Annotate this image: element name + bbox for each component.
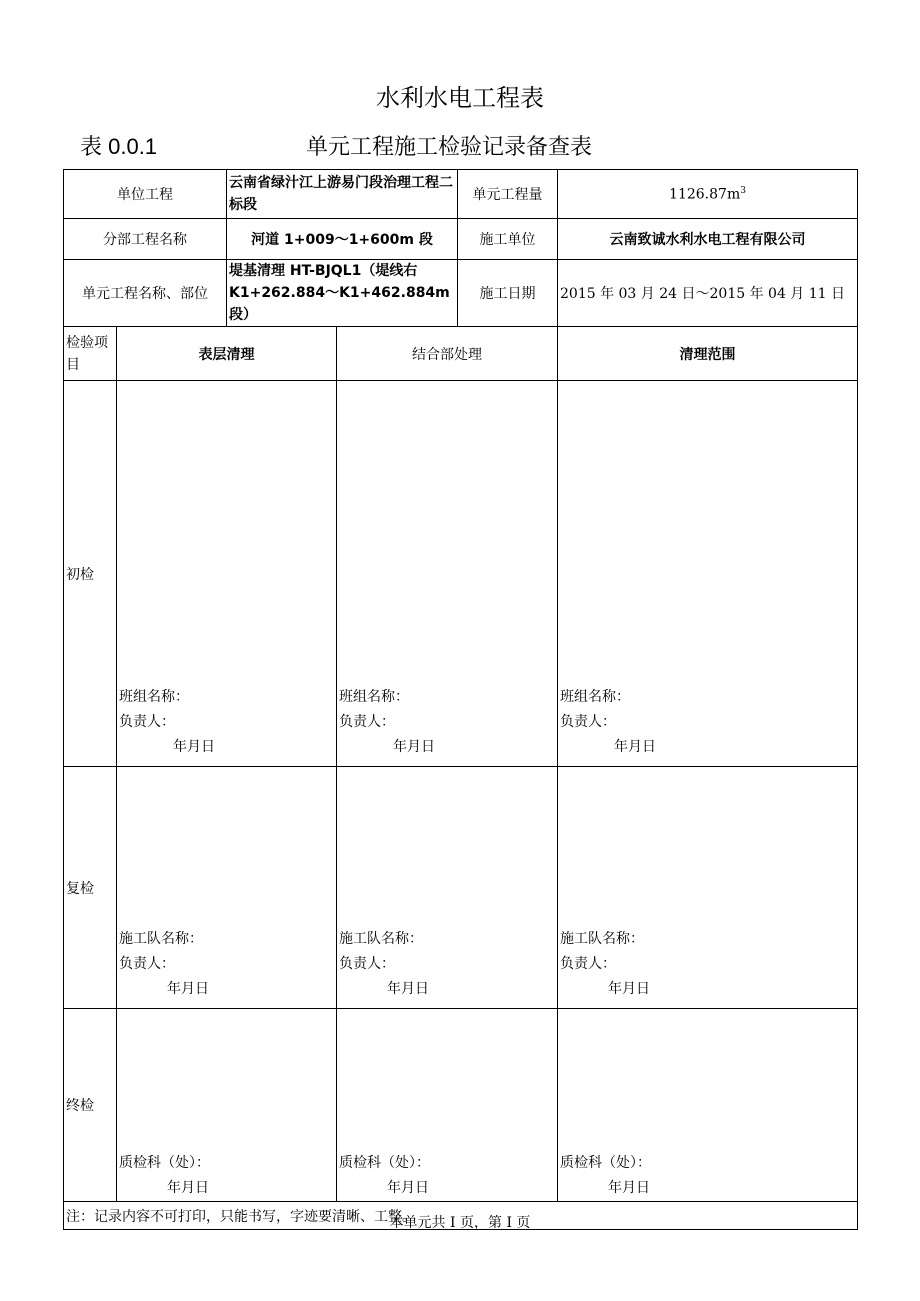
date-label: 年月日	[614, 739, 656, 755]
row-final-check	[64, 1009, 858, 1202]
date-label: 年月日	[608, 1180, 650, 1196]
element-value-line2: K1+262.884～K1+462.884m 段）	[229, 285, 450, 323]
final-check-cell	[558, 1009, 858, 1202]
date-label: 年月日	[387, 1180, 429, 1196]
row-initial-check	[64, 381, 858, 767]
date-label: 年月日	[167, 1180, 209, 1196]
qc-dept-label: 质检科（处）：	[339, 1155, 430, 1171]
recheck-cell	[117, 767, 337, 1009]
initial-check-cell	[337, 381, 558, 767]
date-label: 施工日期	[458, 260, 558, 327]
col-header-surface-clearing: 表层清理	[117, 327, 337, 381]
recheck-label: 复检	[64, 767, 117, 1009]
quantity-value: 1126.87m	[669, 186, 741, 203]
contractor-value: 云南致诚水利水电工程有限公司	[558, 219, 858, 260]
document-title: 水利水电工程表	[376, 84, 544, 112]
element-value-line1: 堤基清理 HT-BJQL1（堤线右	[229, 263, 418, 279]
col-header-clearing-range: 清理范围	[558, 327, 858, 381]
date-label: 年月日	[167, 981, 209, 997]
element-value	[227, 260, 458, 327]
recheck-cell	[558, 767, 858, 1009]
person-in-charge-label: 负责人：	[119, 956, 175, 972]
team-name-label: 班组名称：	[339, 689, 409, 705]
crew-name-label: 施工队名称：	[119, 931, 203, 947]
final-check-cell	[117, 1009, 337, 1202]
person-in-charge-label: 负责人：	[339, 956, 395, 972]
row-column-headers	[64, 327, 858, 381]
row-element	[64, 260, 858, 327]
final-check-label: 终检	[64, 1009, 117, 1202]
note-text: 注：记录内容不可打印，只能书写，字迹要清晰、工整。	[64, 1202, 858, 1230]
final-check-cell	[337, 1009, 558, 1202]
inspection-record-table	[63, 169, 858, 1230]
form-title: 单元工程施工检验记录备查表	[306, 135, 593, 160]
crew-name-label: 施工队名称：	[560, 931, 644, 947]
element-label: 单元工程名称、部位	[64, 260, 227, 327]
date-label: 年月日	[387, 981, 429, 997]
qc-dept-label: 质检科（处）：	[560, 1155, 651, 1171]
team-name-label: 班组名称：	[560, 689, 630, 705]
unit-project-value: 云南省绿汁江上游易门段治理工程二标段	[227, 170, 458, 219]
person-in-charge-label: 负责人：	[339, 714, 395, 730]
qc-dept-label: 质检科（处）：	[119, 1155, 210, 1171]
initial-check-cell	[117, 381, 337, 767]
quantity-unit-sup: 3	[740, 185, 746, 196]
person-in-charge-label: 负责人：	[560, 714, 616, 730]
date-label: 年月日	[393, 739, 435, 755]
quantity-cell	[558, 170, 858, 219]
person-in-charge-label: 负责人：	[560, 956, 616, 972]
date-label: 年月日	[608, 981, 650, 997]
crew-name-label: 施工队名称：	[339, 931, 423, 947]
item-label: 检验项目	[64, 327, 117, 381]
quantity-label: 单元工程量	[458, 170, 558, 219]
row-sub-project	[64, 219, 858, 260]
page-footer: 本单元共 I 页，第 I 页	[389, 1215, 531, 1231]
sub-project-value: 河道 1+009～1+600m 段	[227, 219, 458, 260]
recheck-cell	[337, 767, 558, 1009]
unit-project-label: 单位工程	[64, 170, 227, 219]
form-code: 表 0.0.1	[80, 134, 158, 159]
initial-check-cell	[558, 381, 858, 767]
person-in-charge-label: 负责人：	[119, 714, 175, 730]
team-name-label: 班组名称：	[119, 689, 189, 705]
col-header-junction-treatment: 结合部处理	[337, 327, 558, 381]
date-value: 2015 年 03 月 24 日～2015 年 04 月 11 日	[558, 260, 858, 327]
row-unit-project	[64, 170, 858, 219]
contractor-label: 施工单位	[458, 219, 558, 260]
sub-project-label: 分部工程名称	[64, 219, 227, 260]
date-label: 年月日	[173, 739, 215, 755]
row-recheck	[64, 767, 858, 1009]
initial-check-label: 初检	[64, 381, 117, 767]
